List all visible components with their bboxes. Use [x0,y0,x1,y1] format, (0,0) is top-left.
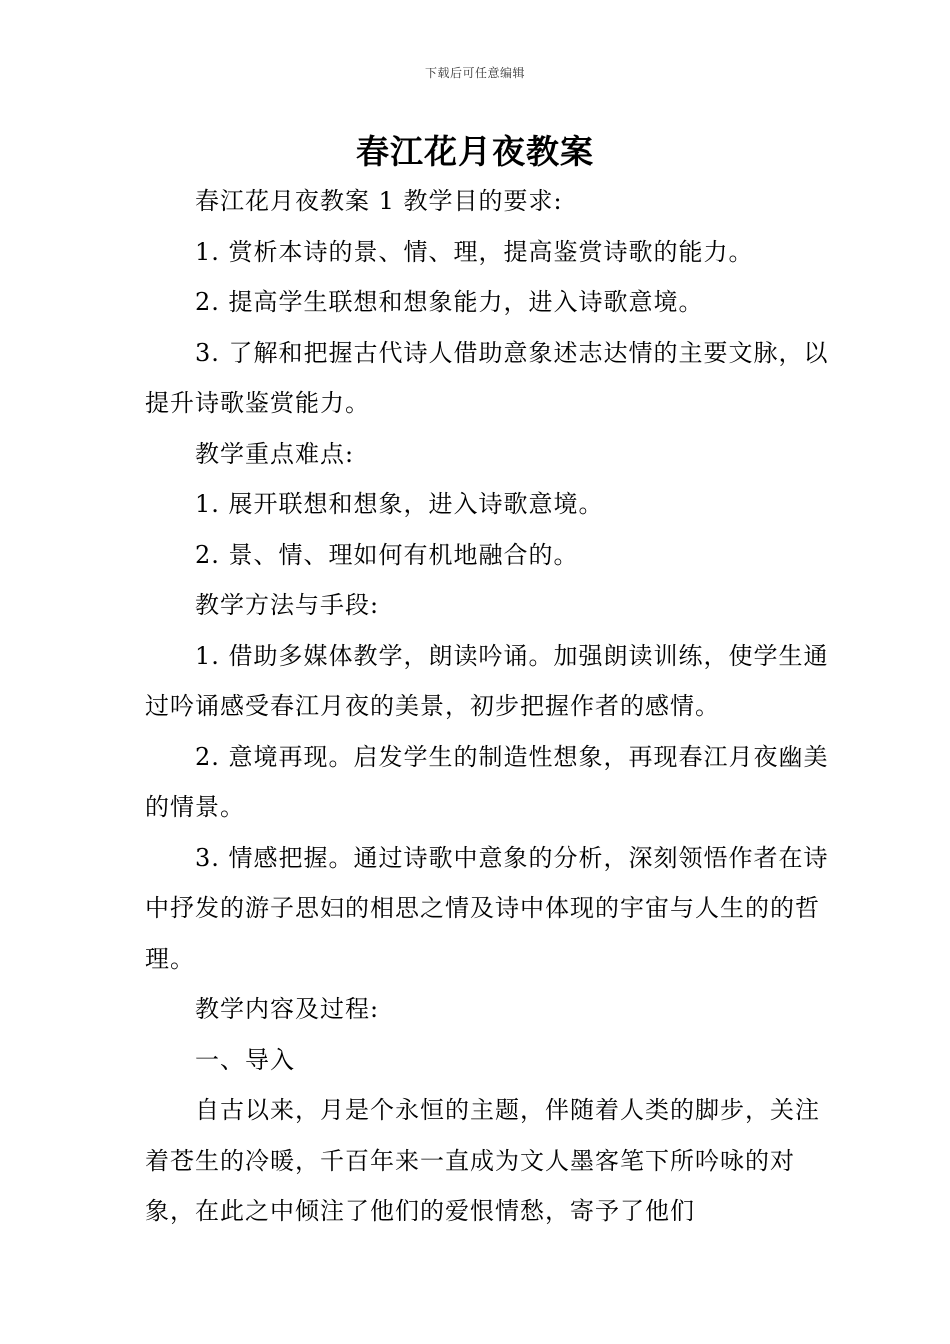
paragraph: 春江花月夜教案 1 教学目的要求: [195,187,563,215]
paragraph: 自古以来，月是个永恒的主题，伴随着人类的脚步，关注着苍生的冷暖，千百年来一直成为文人墨客笔下所吟咏的对象，在此之中倾注了他们的爱恨情愁，寄予了他们 [145,1096,820,1225]
document-body [145,176,830,1237]
paragraph: 3. 情感把握。通过诗歌中意象的分析，深刻领悟作者在诗中抒发的游子思妇的相思之情及诗中体现的宇宙与人生的的哲理。 [145,843,829,973]
paragraph: 1. 借助多媒体教学，朗读吟诵。加强朗读训练，使学生通过吟诵感受春江月夜的美景，初步把握作者的感情。 [145,641,829,720]
paragraph: 2. 意境再现。启发学生的制造性想象，再现春江月夜幽美的情景。 [145,742,829,821]
paragraph: 3. 了解和把握古代诗人借助意象述志达情的主要文脉，以提升诗歌鉴赏能力。 [145,338,829,417]
paragraph: 教学方法与手段: [195,591,380,619]
document-title: 春江花月夜教案 [356,132,594,171]
paragraph: 2. 提高学生联想和想象能力，进入诗歌意境。 [195,288,704,316]
header-note: 下载后可任意编辑 [424,66,525,80]
paragraph: 2. 景、情、理如何有机地融合的。 [195,540,579,569]
paragraph: 1. 赏析本诗的景、情、理，提高鉴赏诗歌的能力。 [195,237,754,266]
paragraph: 教学内容及过程: [195,995,380,1023]
paragraph: 教学重点难点: [195,439,355,468]
paragraph: 1. 展开联想和想象，进入诗歌意境。 [195,490,604,518]
paragraph: 一、导入 [195,1045,295,1074]
